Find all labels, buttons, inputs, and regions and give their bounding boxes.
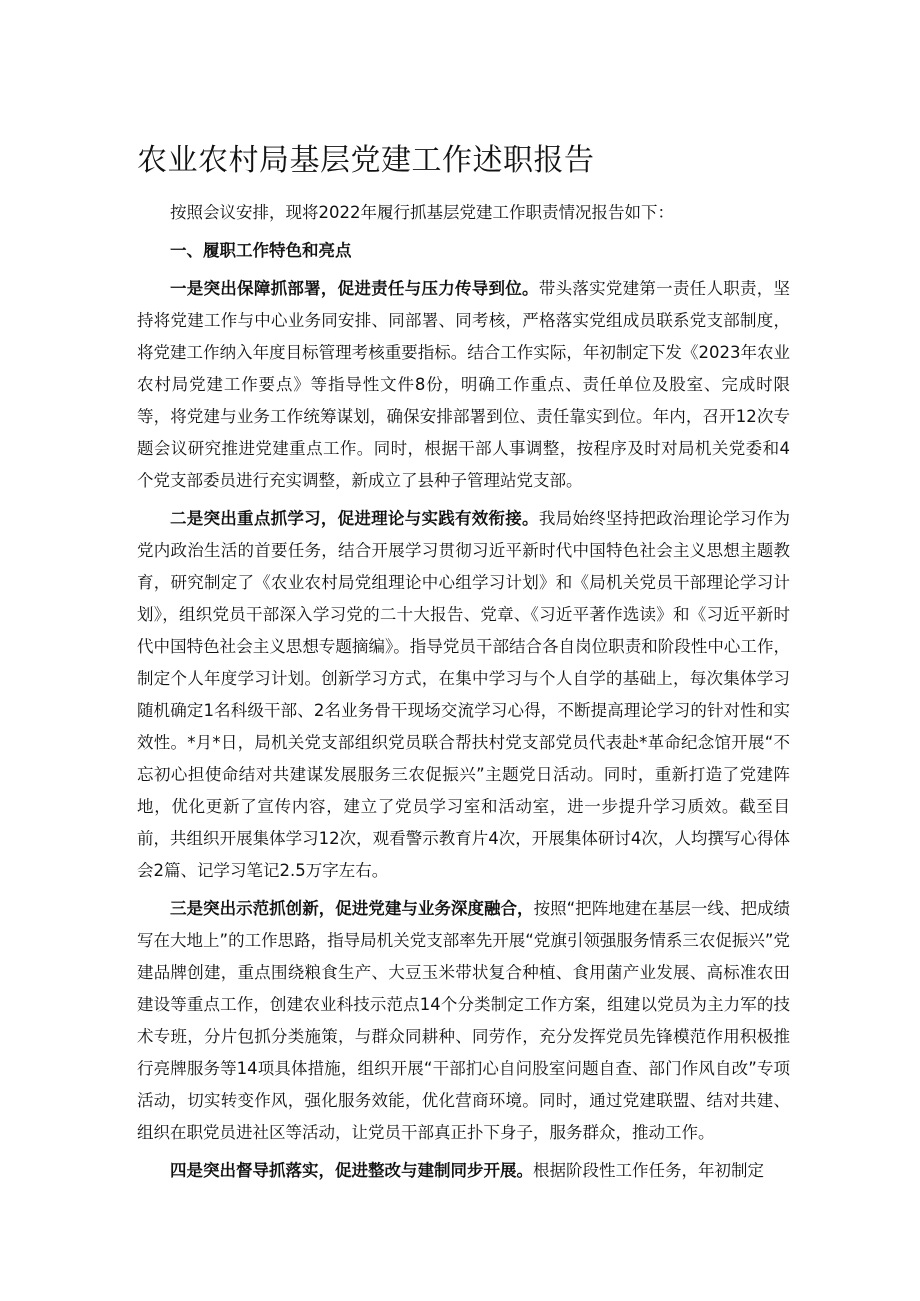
document-body: [137, 197, 790, 1187]
paragraph-2: [137, 503, 790, 887]
paragraph-1-lead: 一是突出保障抓部署，促进责任与压力传导到位。: [170, 279, 539, 298]
paragraph-3: [137, 893, 790, 1149]
document-title: 农业农村局基层党建工作述职报告: [137, 143, 595, 178]
paragraph-2-text: 我局始终坚持把政治理论学习作为党内政治生活的首要任务，结合开展学习贯彻习近平新时代中国特色社会主义思想主题教育，研究制定了《农业农村局党组理论中心组学习计划》和《局机关党员干部理论学习计划》，组织党员干部深入学习党的二十大报告、党章、《习近平著作选读》和《习近平新时代中国特色社会主义思想专题摘编》。指导党员干部结合各自岗位职责和阶段性中心工作，制定个人年度学习计划。创新学习方式，在集中学习与个人自学的基础上，每次集体学习随机确定1名科级干部、2名业务骨干现场交流学习心得，不断提高理论学习的针对性和实效性。*月*日，局机关党支部组织党员联合帮扶村党支部党员代表赴*革命纪念馆开展“不忘初心担使命结对共建谋发展服务三农促振兴”主题党日活动。同时，重新打造了党建阵地，优化更新了宣传内容，建立了党员学习室和活动室，进一步提升学习质效。截至目前，共组织开展集体学习12次，观看警示教育片4次，开展集体研讨4次，人均撰写心得体会2篇、记学习笔记2.5万字左右。: [137, 509, 791, 880]
paragraph-4-text: 根据阶段性工作任务，年初制定: [533, 1161, 764, 1180]
paragraph-3-text: 按照“把阵地建在基层一线、把成绩写在大地上”的工作思路，指导局机关党支部率先开展“党旗引领强服务情系三农促振兴”党建品牌创建，重点围绕粮食生产、大豆玉米带状复合种植、食用菌产业发展、高标准农田建设等重点工作，创建农业科技示范点14个分类制定工作方案，组建以党员为主力军的技术专班，分片包抓分类施策，与群众同耕种、同劳作，充分发挥党员先锋模范作用积极推行亮牌服务等14项具体措施，组织开展“干部扪心自问股室问题自查、部门作风自改”专项活动，切实转变作风，强化服务效能，优化营商环境。同时，通过党建联盟、结对共建、组织在职党员进社区等活动，让党员干部真正扑下身子，服务群众，推动工作。: [137, 899, 790, 1142]
paragraph-4-lead: 四是突出督导抓落实，促进整改与建制同步开展。: [170, 1161, 533, 1180]
paragraph-1-text: 带头落实党建第一责任人职责，坚持将党建工作与中心业务同安排、同部署、同考核，严格落实党组成员联系党支部制度，将党建工作纳入年度目标管理考核重要指标。结合工作实际，年初制定下发《2023年农业农村局党建工作要点》等指导性文件8份，明确工作重点、责任单位及股室、完成时限等，将党建与业务工作统筹谋划，确保安排部署到位、责任靠实到位。年内，召开12次专题会议研究推进党建重点工作。同时，根据干部人事调整，按程序及时对局机关党委和4个党支部委员进行充实调整，新成立了县种子管理站党支部。: [137, 279, 791, 490]
paragraph-4: [137, 1155, 790, 1187]
paragraph-2-lead: 二是突出重点抓学习，促进理论与实践有效衔接。: [170, 509, 539, 528]
intro-paragraph: 按照会议安排，现将2022年履行抓基层党建工作职责情况报告如下：: [170, 203, 674, 222]
paragraph-3-lead: 三是突出示范抓创新，促进党建与业务深度融合，: [170, 899, 534, 918]
section-heading: 一、履职工作特色和亮点: [170, 241, 352, 260]
paragraph-1: [137, 273, 790, 497]
